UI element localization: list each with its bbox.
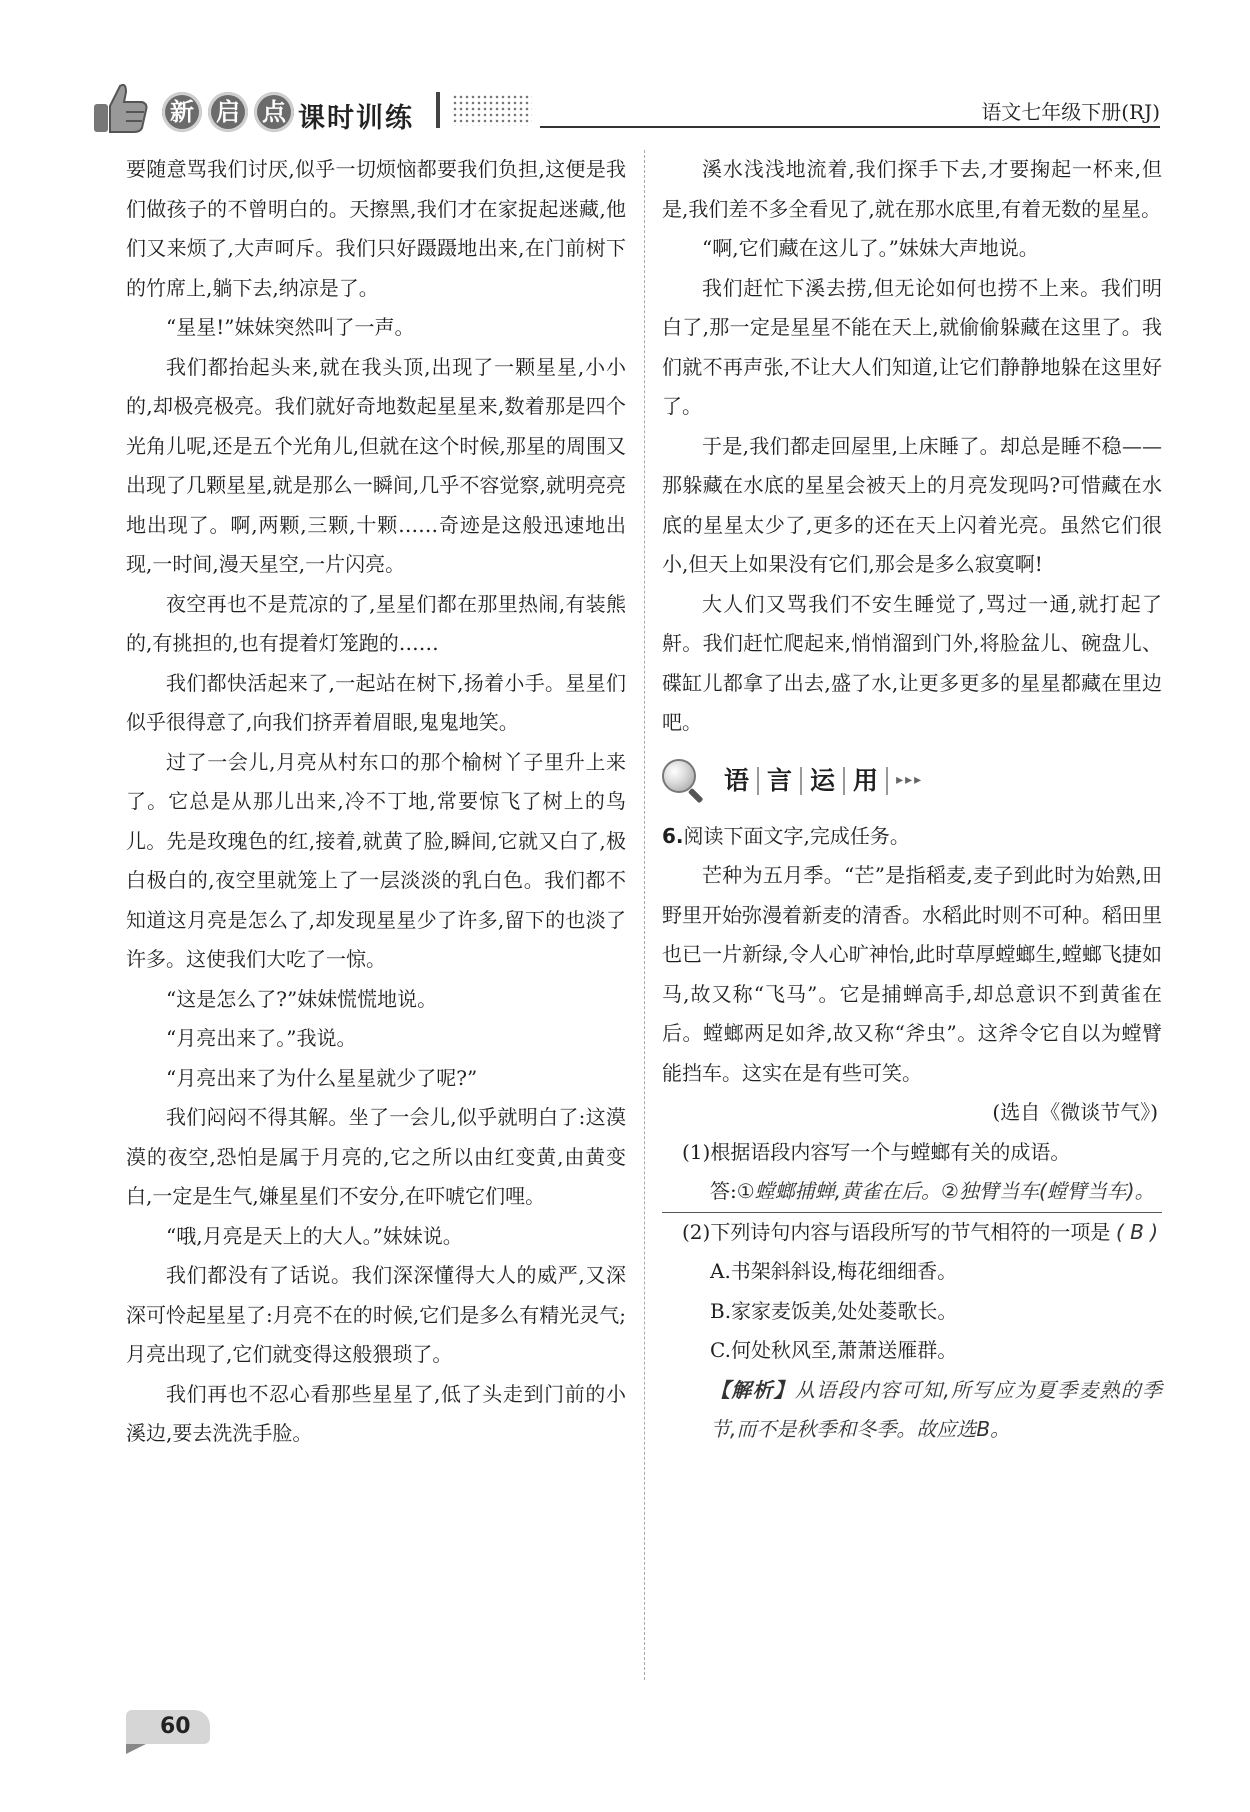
paragraph: 我们闷闷不得其解。坐了一会儿,似乎就明白了:这漠漠的夜空,恐怕是属于月亮的,它之所以由红变黄,由黄变白,一定是生气,嫌星星们不安分,在吓唬它们哩。: [126, 1105, 626, 1208]
option-c: C.何处秋风至,萧萧送雁群。: [710, 1338, 958, 1362]
paragraph: 我们都抬起头来,就在我头顶,出现了一颗星星,小小的,却极亮极亮。我们就好奇地数起星星来,数着那是四个光角儿呢,还是五个光角儿,但就在这个时候,那星的周围又出现了几颗星星,就是那么一瞬间,几乎不容觉察,就明亮亮地出现了。啊,两颗,三颗,十颗……奇迹是这般迅速地出现,一时间,漫天星空,一片闪亮。: [126, 354, 626, 576]
magnifier-icon: [662, 759, 706, 803]
paragraph: 我们再也不忍心看那些星星了,低了头走到门前的小溪边,要去洗洗手脸。: [126, 1381, 626, 1445]
header-dot-pattern: [452, 94, 532, 126]
paragraph: 溪水浅浅地流着,我们探手下去,才要掬起一杯来,但是,我们差不多全看见了,就在那水底里,有着无数的星星。: [662, 157, 1162, 221]
option-a: A.书架斜斜设,梅花细细香。: [710, 1259, 958, 1283]
page-number: 60: [126, 1710, 210, 1744]
paragraph: “月亮出来了。”我说。: [166, 1026, 357, 1050]
paragraph: 夜空再也不是荒凉的了,星星们都在那里热闹,有装熊的,有挑担的,也有提着灯笼跑的……: [126, 591, 626, 655]
right-column: [662, 150, 1162, 1450]
logo-char-3: 点: [254, 92, 294, 132]
logo-char-1: 新: [162, 92, 202, 132]
question-6-prompt: [662, 817, 1162, 857]
question-number: 6.: [662, 823, 684, 848]
paragraph: 于是,我们都走回屋里,上床睡了。却总是睡不稳——那躲藏在水底的星星会被天上的月亮发现吗?可惜藏在水底的星星太少了,更多的还在天上闪着光亮。虽然它们很小,但天上如果没有它们,那会是多么寂寞啊!: [662, 433, 1162, 576]
answer-label: 答:: [710, 1179, 737, 1203]
thumbs-up-icon: [90, 80, 150, 136]
header-separator: [436, 92, 440, 128]
paragraph: “这是怎么了?”妹妹慌慌地说。: [166, 986, 438, 1011]
paragraph: “哦,月亮是天上的大人。”妹妹说。: [166, 1223, 463, 1248]
arrows-icon: ▸▸▸: [896, 771, 924, 788]
book-label: 语文七年级下册(RJ): [981, 100, 1160, 124]
header-rule: [540, 126, 1160, 128]
handwritten-answer: ①螳螂捕蝉,黄雀在后。②独臂当车(螳臂当车)。: [736, 1179, 1155, 1203]
header-title: 课时训练: [298, 103, 414, 134]
section-heading: [662, 751, 1162, 811]
paragraph: “月亮出来了为什么星星就少了呢?”: [166, 1065, 478, 1090]
paragraph: 我们都快活起来了,一起站在树下,扬着小手。星星们似乎很得意了,向我们挤弄着眉眼,鬼鬼地笑。: [126, 670, 626, 734]
paragraph: 大人们又骂我们不安生睡觉了,骂过一通,就打起了鼾。我们赶忙爬起来,悄悄溜到门外,将脸盆儿、碗盘儿、碟缸儿都拿了出去,盛了水,让更多更多的星星都藏在里边吧。: [662, 591, 1162, 734]
paragraph: 要随意骂我们讨厌,似乎一切烦恼都要我们负担,这便是我们做孩子的不曾明白的。天擦黑,我们才在家捉起迷藏,他们又来烦了,大声呵斥。我们只好蹑蹑地出来,在门前树下的竹席上,躺下去,纳凉是了。: [126, 157, 626, 300]
section-char: 用: [845, 767, 888, 795]
column-divider: [644, 150, 645, 1680]
paragraph: “啊,它们藏在这儿了。”妹妹大声地说。: [702, 236, 1039, 260]
paragraph: 我们赶忙下溪去捞,但无论如何也捞不上来。我们明白了,那一定是星星不能在天上,就偷偷躲藏在这里了。我们就不再声张,不让大人们知道,让它们静静地躲在这里好了。: [662, 275, 1162, 418]
paragraph: 我们都没有了话说。我们深深懂得大人的威严,又深深可怜起星星了:月亮不在的时候,它们是多么有精光灵气;月亮出现了,它们就变得这般猥琐了。: [126, 1263, 626, 1366]
subquestion-2: [662, 1213, 1162, 1253]
left-column: [126, 150, 626, 1454]
page-header: [90, 80, 1160, 140]
subquestion-2-prompt: (2)下列诗句内容与语段所写的节气相符的一项是: [682, 1219, 1111, 1244]
analysis-text: 从语段内容可知,所写应为夏季麦熟的季节,而不是秋季和冬季。故应选B。: [710, 1377, 1163, 1441]
paragraph: “星星!”妹妹突然叫了一声。: [166, 315, 415, 339]
analysis: [662, 1371, 1162, 1450]
question-text: 阅读下面文字,完成任务。: [683, 823, 910, 848]
subquestion-1-answer: [662, 1172, 1162, 1213]
subquestion-1: (1)根据语段内容写一个与螳螂有关的成语。: [682, 1139, 1071, 1164]
subquestion-2-answer: ( B ): [1115, 1219, 1158, 1244]
analysis-tag: 【解析】: [710, 1377, 795, 1402]
section-char: 语: [716, 767, 759, 795]
question-passage: 芒种为五月季。“芒”是指稻麦,麦子到此时为始熟,田野里开始弥漫着新麦的清香。水稻此时则不可种。稻田里也已一片新绿,令人心旷神怡,此时草厚螳螂生,螳螂飞捷如马,故又称“飞马”。它是捕蝉高手,却总意识不到黄雀在后。螳螂两足如斧,故又称“斧虫”。这斧令它自以为螳臂能挡车。这实在是有些可笑。: [662, 863, 1162, 1085]
passage-source: (选自《微谈节气》): [992, 1100, 1158, 1124]
option-b: B.家家麦饭美,处处菱歌长。: [710, 1298, 958, 1323]
section-char: 言: [759, 767, 802, 795]
logo-char-2: 启: [208, 92, 248, 132]
paragraph: 过了一会儿,月亮从村东口的那个榆树丫子里升上来了。它总是从那儿出来,冷不丁地,常要惊飞了树上的鸟儿。先是玫瑰色的红,接着,就黄了脸,瞬间,它就又白了,极白极白的,夜空里就笼上了一层淡淡的乳白色。我们都不知道这月亮是怎么了,却发现星星少了许多,留下的也淡了许多。这使我们大吃了一惊。: [126, 749, 626, 971]
brand-logo: [162, 92, 294, 132]
section-char: 运: [802, 767, 845, 795]
